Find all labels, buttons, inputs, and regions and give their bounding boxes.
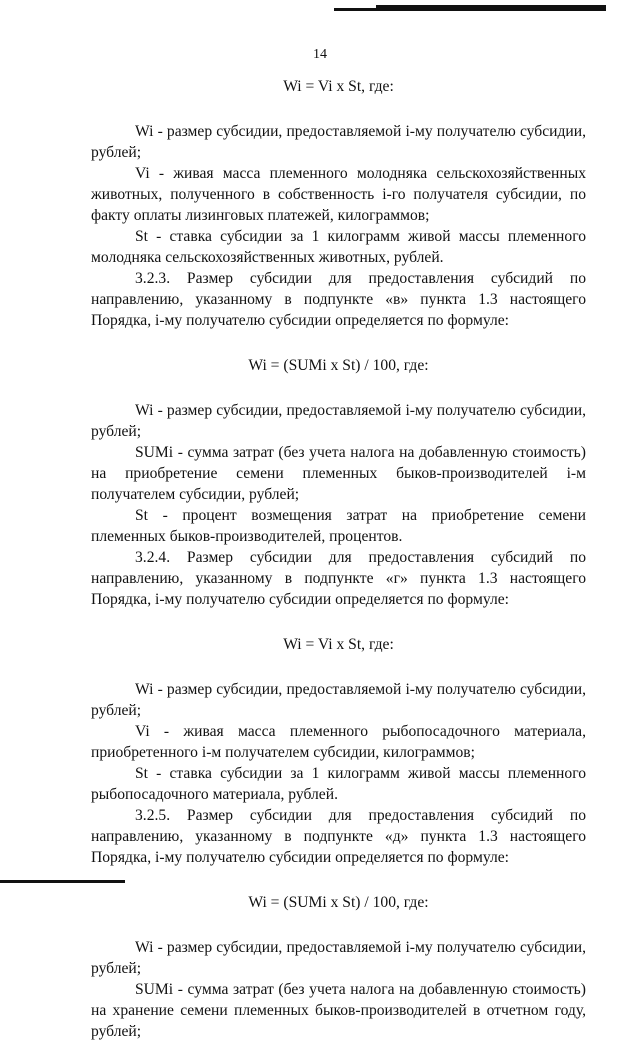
clause-3-2-4: 3.2.4. Размер субсидии для предоставления субсидий по направлению, указанному в подпункте «г» пункта 1.3 настоящего Порядка, i-му получателю субсидии определяется по формуле: — [91, 549, 586, 608]
page-number: 14 — [313, 47, 327, 62]
definition-sumi-4: SUMi - сумма затрат (без учета налога на добавленную стоимость) на хранение семени племенных быков-производителей в отчетном году, рублей; — [91, 981, 586, 1040]
definition-sumi-2: SUMi - сумма затрат (без учета налога на добавленную стоимость) на приобретение семени племенных быков-производителей i-м получателем субсидии, рублей; — [91, 444, 586, 503]
definition-wi-3: Wi - размер субсидии, предоставляемой i-му получателю субсидии, рублей; — [91, 681, 586, 719]
definition-wi-1: Wi - размер субсидии, предоставляемой i-му получателю субсидии, рублей; — [91, 123, 586, 161]
definition-st-2: St - процент возмещения затрат на приобретение семени племенных быков-производителей, процентов. — [91, 507, 586, 545]
formula-2: Wi = (SUMi x St) / 100, где: — [248, 357, 429, 374]
scan-artifact-top — [334, 8, 606, 11]
definition-wi-2: Wi - размер субсидии, предоставляемой i-му получателю субсидии, рублей; — [91, 402, 586, 440]
definition-wi-4: Wi - размер субсидии, предоставляемой i-му получателю субсидии, рублей; — [91, 939, 586, 977]
definition-st-3: St - ставка субсидии за 1 килограмм живой массы племенного рыбопосадочного материала, рублей. — [91, 765, 586, 803]
clause-3-2-5: 3.2.5. Размер субсидии для предоставления субсидий по направлению, указанному в подпункте «д» пункта 1.3 настоящего Порядка, i-му получателю субсидии определяется по формуле: — [91, 807, 586, 866]
clause-3-2-3: 3.2.3. Размер субсидии для предоставления субсидий по направлению, указанному в подпункте «в» пункта 1.3 настоящего Порядка, i-му получателю субсидии определяется по формуле: — [91, 270, 586, 329]
formula-4: Wi = (SUMi x St) / 100, где: — [248, 894, 429, 911]
formula-3: Wi = Vi x St, где: — [283, 636, 394, 653]
definition-vi-1: Vi - живая масса племенного молодняка сельскохозяйственных животных, полученного в собственность i-го получателя субсидии, по факту оплаты лизинговых платежей, килограммов; — [91, 165, 586, 224]
formula-1: Wi = Vi x St, где: — [283, 78, 394, 95]
scan-artifact-bottom — [0, 880, 125, 883]
definition-st-1: St - ставка субсидии за 1 килограмм живой массы племенного молодняка сельскохозяйственных животных, рублей. — [91, 228, 586, 266]
document-body — [91, 76, 586, 1042]
definition-vi-3: Vi - живая масса племенного рыбопосадочного материала, приобретенного i-м получателем субсидии, килограммов; — [91, 723, 586, 761]
